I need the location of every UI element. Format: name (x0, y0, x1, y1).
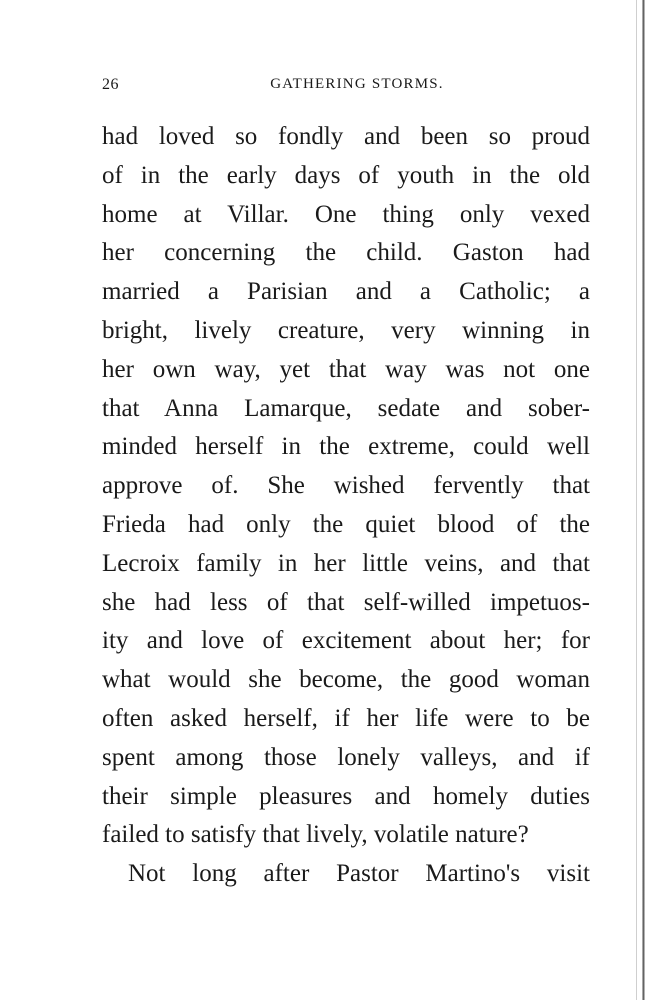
page-header (102, 76, 588, 98)
text-line: what would she become, the good woman (102, 666, 590, 694)
text-line: her concerning the child. Gaston had (102, 239, 590, 267)
text-line: failed to satisfy that lively, volatile nature? (102, 821, 529, 849)
page-edge-shadow (636, 0, 637, 1000)
text-line: bright, lively creature, very winning in (102, 316, 590, 344)
text-line: spent among those lonely valleys, and if (102, 743, 590, 771)
text-line: of in the early days of youth in the old (102, 161, 590, 189)
text-line: married a Parisian and a Catholic; a (102, 278, 590, 306)
body-text (102, 118, 590, 894)
paragraph-start-line: Not long after Pastor Martino's visit (128, 860, 590, 888)
text-line: Lecroix family in her little veins, and that (102, 549, 590, 577)
text-line: minded herself in the extreme, could well (102, 433, 590, 461)
running-head: GATHERING STORMS. (270, 76, 444, 92)
text-line: home at Villar. One thing only vexed (102, 200, 590, 228)
text-line: had loved so fondly and been so proud (102, 123, 590, 150)
text-line: Frieda had only the quiet blood of the (102, 510, 590, 538)
page-number: 26 (102, 76, 119, 93)
text-line: ity and love of excitement about her; for (102, 627, 590, 655)
page-edge (642, 0, 645, 1000)
text-line: approve of. She wished fervently that (102, 472, 590, 500)
text-line: her own way, yet that way was not one (102, 355, 590, 383)
text-line: their simple pleasures and homely duties (102, 782, 590, 810)
text-line: she had less of that self-willed impetuos- (102, 588, 590, 616)
text-line: often asked herself, if her life were to be (102, 704, 590, 732)
text-line: that Anna Lamarque, sedate and sober- (102, 394, 590, 422)
